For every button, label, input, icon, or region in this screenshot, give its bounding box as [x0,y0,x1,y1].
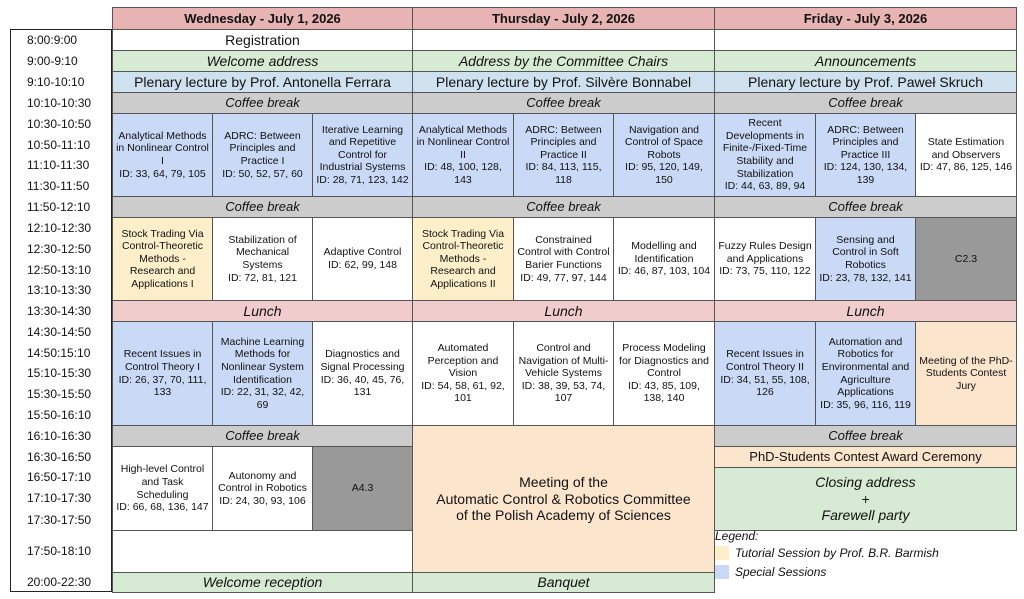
session-cell [112,196,413,218]
session-title: Lunch [544,302,583,319]
session-title: ADRC: Between Principles and Practice II [525,123,602,161]
session-title: ADRC: Between Principles and Practice I [224,129,301,167]
session-title: Farewell party [821,507,910,524]
day-header-2 [412,7,715,30]
session-cell [815,321,916,426]
session-cell [815,113,916,197]
session-cell [312,321,413,426]
session-cell [112,321,213,426]
session-cell [613,321,715,426]
session-title: Plenary lecture by Prof. Paweł Skruch [748,73,983,90]
time-column-frame [10,29,112,592]
legend-swatch-special [715,565,729,579]
session-ids: ID: 72, 81, 121 [228,271,297,284]
session-title: Process Modeling for Diagnostics and Control [619,342,709,380]
session-cell [714,50,1017,72]
session-ids: ID: 36, 40, 45, 76, 131 [320,373,405,399]
session-ids: ID: 33, 64, 79, 105 [119,167,206,180]
session-ids: ID: 54, 58, 61, 92, 101 [421,379,505,405]
session-title: Stabilization of Mechanical Systems [228,233,297,271]
session-cell [412,113,514,197]
session-cell [412,71,715,93]
session-title: Constrained Control with Control Barier Functions [517,233,610,271]
day-header-1 [112,7,413,30]
session-cell [714,92,1017,114]
session-ids: ID: 124, 130, 134, 139 [823,161,908,186]
time-slot-label: 10:50-11:10 [27,137,91,152]
session-cell [714,217,816,301]
session-cell [212,217,313,301]
session-cell [112,29,413,51]
session-ids: ID: 47, 86, 125, 146 [919,161,1013,174]
session-cell [312,446,413,531]
session-ids: ID: 95, 120, 149, 150 [625,161,703,186]
day-header-label: Thursday - July 2, 2026 [491,10,636,26]
time-slot-label: 12:50-13:10 [27,262,92,277]
session-title: Sensing and Control in Soft Robotics [832,233,899,271]
time-slot-label: 20:00-22:30 [27,575,92,590]
session-ids: ID: 46, 87, 103, 104 [617,265,711,278]
time-slot-label: 9:00-9:10 [27,53,78,68]
time-slot-label: 8:00:9:00 [27,32,78,47]
session-cell [412,196,715,218]
day-header-label: Wednesday - July 1, 2026 [184,10,341,26]
session-cell [714,300,1017,322]
session-cell [714,446,1017,468]
session-title: Autonomy and Control in Robotics [218,469,307,495]
legend-label-tutorial: Tutorial Session by Prof. B.R. Barmish [735,546,939,560]
session-title: Automatic Control & Robotics Committee [436,490,691,507]
time-slot-label: 17:50-18:10 [27,544,92,559]
session-title: High-level Control and Task Scheduling [120,463,205,501]
session-cell [714,321,816,426]
session-cell [714,425,1017,447]
session-ids: ID: 73, 75, 110, 122 [719,265,811,278]
session-ids: ID: 49, 77, 97, 144 [520,271,607,284]
session-title: Coffee break [828,95,903,111]
session-title: Stock Trading Via Control-Theoretic Methods - Research and Applications II [421,227,505,290]
session-title: + [861,490,870,507]
session-cell [312,113,413,197]
legend-item-special [715,563,1015,581]
session-ids: ID: 43, 85, 109, 138, 140 [628,379,700,405]
session-cell [613,113,715,197]
session-title: State Estimation and Observers [927,136,1005,161]
session-cell [112,217,213,301]
session-cell [513,113,614,197]
session-cell [915,321,1017,426]
session-cell [513,217,614,301]
session-title: Navigation and Control of Space Robots [624,123,704,161]
session-cell [212,446,313,531]
session-title: Coffee break [526,95,601,111]
day-header-3 [714,7,1017,30]
session-ids: ID: 23, 78, 132, 141 [819,271,912,284]
session-cell [412,425,715,573]
time-slot-label: 16:10-16:30 [27,428,92,443]
session-cell [613,217,715,301]
session-title: Recent Issues in Control Theory I [123,348,202,373]
time-slot-label: 17:30-17:50 [27,512,92,527]
session-ids: ID: 28, 71, 123, 142 [316,173,409,186]
time-slot-label: 11:50-12:10 [27,199,91,214]
session-title: Coffee break [225,428,300,444]
session-ids: ID: 66, 68, 136, 147 [116,501,209,514]
session-title: Adaptive Control [323,246,402,259]
session-cell [714,113,816,197]
session-title: Fuzzy Rules Design and Applications [718,240,812,265]
time-slot-label: 16:50-17:10 [27,470,92,485]
session-cell [412,572,715,593]
session-ids: ID: 35, 96, 116, 119 [820,398,911,411]
time-slot-label: 9:10-10:10 [27,74,85,89]
session-title: Banquet [537,574,590,591]
session-title: Automated Perception and Vision [427,342,499,380]
session-title: Lunch [846,302,885,319]
session-title: Control and Navigation of Multi-Vehicle Systems [518,342,609,380]
session-cell [212,113,313,197]
session-cell [412,300,715,322]
session-title: Stock Trading Via Control-Theoretic Methods - Research and Applications I [121,227,204,290]
time-slot-label: 13:10-13:30 [27,283,92,298]
legend-item-tutorial [715,544,1015,562]
legend-label-special: Special Sessions [735,565,827,579]
session-cell [915,113,1017,197]
session-title: Coffee break [828,428,903,444]
time-slot-label: 14:30-14:50 [27,324,92,339]
time-slot-label: 13:30-14:30 [27,303,92,318]
session-cell [815,217,916,301]
session-ids: ID: 22, 31, 32, 42, 69 [220,386,305,411]
session-title: ADRC: Between Principles and Practice III [827,123,904,161]
session-ids: ID: 38, 39, 53, 74, 107 [521,379,606,405]
session-cell [112,425,413,447]
time-slot-label: 10:10-10:30 [27,95,92,110]
session-title: Plenary lecture by Prof. Silvère Bonnabel [435,73,692,90]
session-cell [714,467,1017,531]
session-title: Meeting of the PhD-Students Contest Jury [919,354,1013,392]
session-title: Automation and Robotics for Environmental and Agriculture Applications [821,335,910,399]
session-ids: ID: 62, 99, 148 [328,259,397,271]
session-cell [112,71,413,93]
session-title: Meeting of the [519,473,608,490]
legend [715,529,1015,591]
session-title: of the Polish Academy of Sciences [456,507,671,524]
session-title: Modelling and Identification [631,240,697,265]
time-slot-label: 10:30-10:50 [27,116,92,131]
legend-swatch-tutorial [715,546,729,560]
session-cell [513,321,614,426]
time-slot-label: 15:10-15:30 [27,366,92,381]
session-title: Welcome address [206,52,319,69]
session-ids: ID: 50, 52, 57, 60 [222,167,303,180]
session-title: Plenary lecture by Prof. Antonella Ferrara [134,73,391,90]
session-cell [412,50,715,72]
session-ids: ID: 24, 30, 93, 106 [219,494,306,507]
time-slot-label: 17:10-17:30 [27,491,92,506]
legend-title: Legend: [715,529,759,543]
session-cell [112,113,213,197]
session-title: Coffee break [828,199,903,215]
session-title: Analytical Methods in Nonlinear Control II [416,123,510,161]
session-cell [112,300,413,322]
time-slot-label: 12:30-12:50 [27,241,92,256]
session-cell [212,321,313,426]
session-title: Coffee break [225,95,300,111]
session-ids: ID: 26, 37, 70, 111, 133 [118,373,207,399]
session-title: Welcome reception [202,574,323,591]
time-slot-label: 11:30-11:50 [27,178,90,193]
empty-cell [412,29,715,51]
session-cell [112,446,213,531]
session-title: Recent Issues in Control Theory II [725,348,804,373]
session-title: Iterative Learning and Repetitive Control for Industrial Systems [319,123,406,174]
time-slot-label: 15:30-15:50 [27,386,92,401]
time-slot-label: 15:50-16:10 [27,407,92,422]
session-cell [412,217,514,301]
session-title: Address by the Committee Chairs [458,52,669,69]
session-title: Analytical Methods in Nonlinear Control I [116,129,209,167]
session-cell [412,92,715,114]
session-title: Coffee break [225,199,300,215]
empty-cell [714,29,1017,51]
session-title: Closing address [815,473,916,490]
session-cell [714,71,1017,93]
session-title: Recent Developments in Finite-/Fixed-Time Stability and Stabilization [722,117,808,180]
session-cell [112,530,413,573]
session-cell [915,217,1017,301]
session-title: A4.3 [351,482,374,495]
session-title: Machine Learning Methods for Nonlinear System Identification [220,335,305,386]
session-title: Registration [225,31,300,48]
session-cell [312,217,413,301]
session-title: Lunch [243,302,282,319]
time-slot-label: 12:10-12:30 [27,220,92,235]
time-slot-label: 11:10-11:30 [27,158,90,173]
session-cell [112,50,413,72]
time-slot-label: 16:30-16:50 [27,449,92,464]
session-ids: ID: 84, 113, 115, 118 [525,161,602,186]
session-title: Announcements [814,52,917,69]
session-title: PhD-Students Contest Award Ceremony [749,449,982,465]
session-title: Diagnostics and Signal Processing [320,348,405,373]
session-title: C2.3 [954,252,978,265]
time-slot-label: 14:50:15:10 [27,345,91,360]
session-cell [412,321,514,426]
session-ids: ID: 48, 100, 128, 143 [424,161,502,186]
day-header-label: Friday - July 3, 2026 [803,10,928,26]
session-ids: ID: 44, 63, 89, 94 [724,180,806,193]
session-title: Coffee break [526,199,601,215]
session-cell [112,572,413,593]
session-ids: ID: 34, 51, 55, 108, 126 [720,373,810,399]
session-cell [112,92,413,114]
session-cell [714,196,1017,218]
